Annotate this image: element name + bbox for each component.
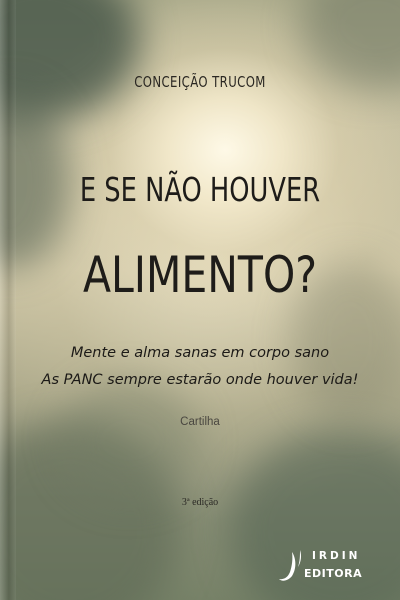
edition-label: 3ª edição xyxy=(181,497,219,508)
publisher-logo xyxy=(278,548,378,588)
foliage-shadow xyxy=(60,380,200,500)
title-line-2: ALIMENTO? xyxy=(82,246,318,304)
subtitle-line-2: As PANC sempre estarão onde houver vida! xyxy=(41,372,359,388)
subtitle-line-1: Mente e alma sanas em corpo sano xyxy=(70,345,330,361)
book-kind-label: Cartilha xyxy=(180,416,220,428)
publisher-name-top: IRDIN xyxy=(312,550,361,562)
author-name: CONCEIÇÃO TRUCOM xyxy=(134,73,266,91)
title-line-1: E SE NÃO HOUVER xyxy=(79,170,321,209)
book-spine-shading xyxy=(0,0,16,600)
publisher-name-bottom: EDITORA xyxy=(304,567,363,580)
